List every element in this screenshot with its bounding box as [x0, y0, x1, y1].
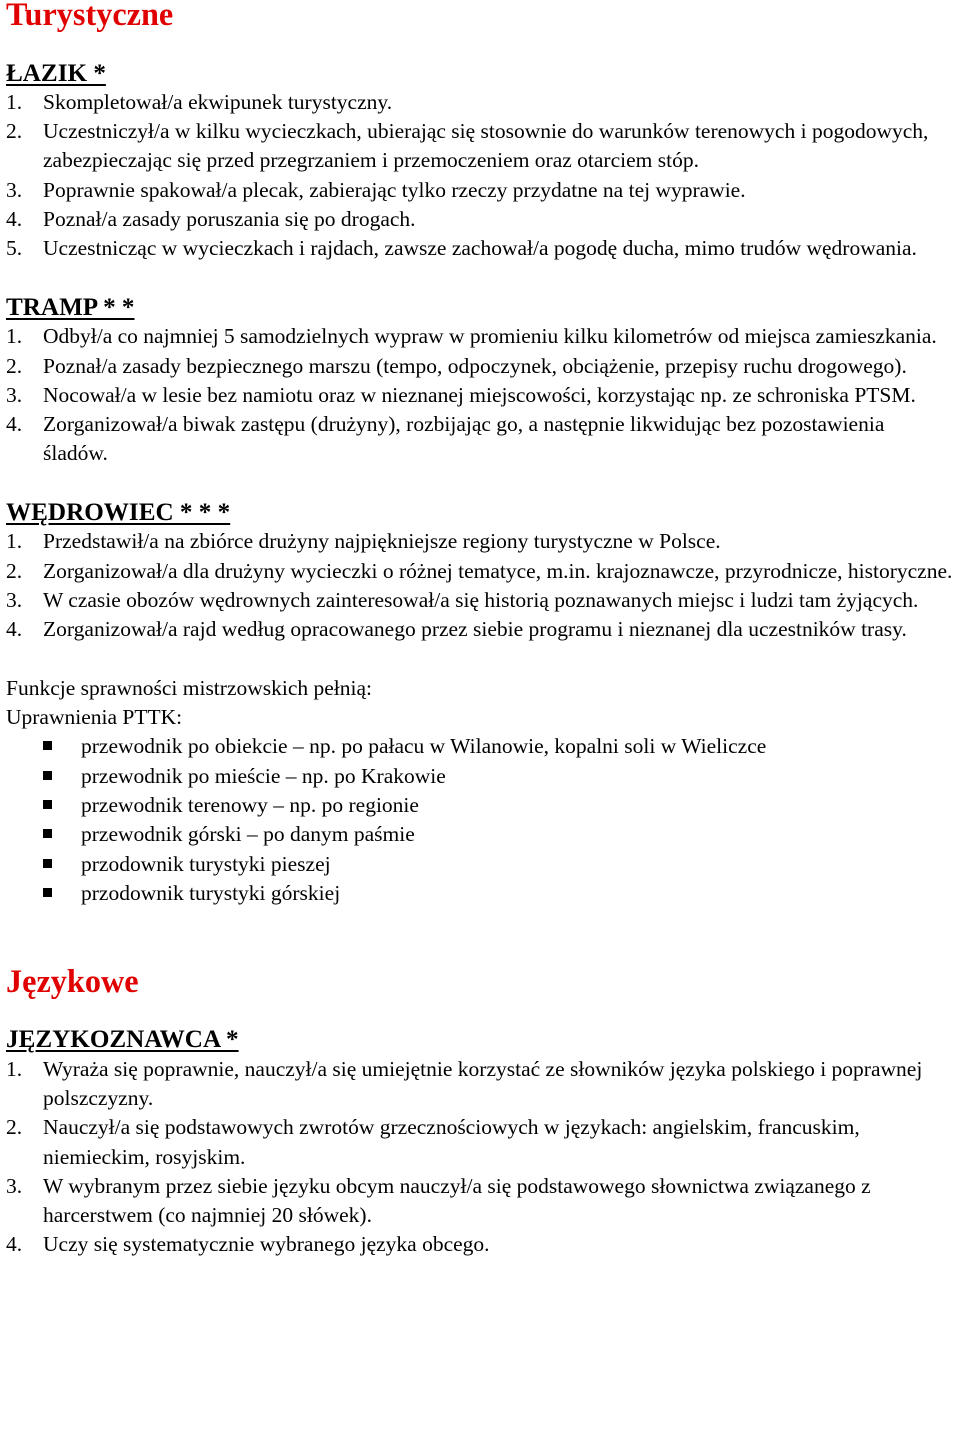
- list-item: 2. Poznał/a zasady bezpiecznego marszu (tempo, odpoczynek, obciążenie, przepisy ruchu drogowego).: [6, 353, 907, 378]
- category-heading-jezykowe: Językowe: [6, 962, 139, 999]
- list-item: przodownik turystyki górskiej: [6, 879, 954, 908]
- level-title-lazik: ŁAZIK *: [6, 59, 106, 87]
- spacer: [6, 645, 954, 674]
- list-item: przewodnik terenowy – np. po regionie: [6, 791, 954, 820]
- list-item: 3. W wybranym przez siebie języku obcym nauczył/a się podstawowego słownictwa związanego z harcerstwem (co najmniej 20 słówek).: [6, 1173, 871, 1228]
- level-title-tramp: TRAMP * *: [6, 293, 135, 321]
- spacer: [6, 29, 954, 58]
- list-item: przewodnik po mieście – np. po Krakowie: [6, 762, 954, 791]
- list-item: 5. Uczestnicząc w wycieczkach i rajdach, zawsze zachował/a pogodę ducha, mimo trudów wędrowania.: [6, 236, 917, 261]
- list-item: 3. Nocował/a w lesie bez namiotu oraz w nieznanej miejscowości, korzystając np. ze schroniska PTSM.: [6, 382, 916, 407]
- requirements-list-tramp: [6, 322, 954, 468]
- requirements-list-lazik: [6, 88, 954, 264]
- list-item: 1. Przedstawił/a na zbiórce drużyny najpiękniejsze regiony turystyczne w Polsce.: [6, 529, 721, 554]
- square-bullet-icon: [43, 829, 52, 838]
- list-item: 3. W czasie obozów wędrownych zainteresował/a się historią poznawanych miejsc i ludzi tam żyjących.: [6, 587, 919, 612]
- requirements-list-wedrowiec: [6, 527, 954, 644]
- level-title-wedrowiec: WĘDROWIEC * * *: [6, 499, 231, 527]
- list-item: przewodnik po obiekcie – np. po pałacu w Wilanowie, kopalni soli w Wieliczce: [6, 732, 954, 761]
- category-heading-turystyczne: Turystyczne: [6, 0, 174, 32]
- list-item: 4. Uczy się systematycznie wybranego języka obcego.: [6, 1232, 490, 1257]
- list-item: przodownik turystyki pieszej: [6, 850, 954, 879]
- list-item: 4. Zorganizował/a biwak zastępu (drużyny), rozbijając go, a następnie likwidując bez pozostawienia śladów.: [6, 412, 885, 466]
- list-item: 1. Odbył/a co najmniej 5 samodzielnych wypraw w promieniu kilku kilometrów od miejsca zamieszkania.: [6, 324, 937, 349]
- list-item: 2. Nauczył/a się podstawowych zwrotów grzecznościowych w językach: angielskim, francuskim, niemieckim, rosyjskim.: [6, 1115, 860, 1169]
- square-bullet-icon: [43, 771, 52, 780]
- spacer: [6, 264, 954, 293]
- square-bullet-icon: [43, 741, 52, 750]
- square-bullet-icon: [43, 859, 52, 868]
- list-item: 4. Poznał/a zasady poruszania się po drogach.: [6, 207, 416, 232]
- list-item: 3. Poprawnie spakował/a plecak, zabierając tylko rzeczy przydatne na tej wyprawie.: [6, 177, 746, 202]
- square-bullet-icon: [43, 888, 52, 897]
- level-title-jezykoznawca: JĘZYKOZNAWCA *: [6, 1026, 239, 1054]
- spacer: [6, 469, 954, 498]
- master-functions-text: Funkcje sprawności mistrzowskich pełnią:: [6, 675, 373, 700]
- list-item: 2. Zorganizował/a dla drużyny wycieczki o różnej tematyce, m.in. krajoznawcze, przyrodnicze, historyczne.: [6, 558, 953, 583]
- list-item: przewodnik górski – po danym paśmie: [6, 820, 954, 849]
- spacer: [6, 996, 954, 1025]
- list-item: 2. Uczestniczył/a w kilku wycieczkach, ubierając się stosownie do warunków terenowych i pogodowych, zabezpieczając się przed przegrzaniem i przemoczeniem oraz otarciem stóp.: [6, 119, 929, 173]
- requirements-list-jezykoznawca: [6, 1055, 954, 1260]
- pttk-permissions-text: Uprawnienia PTTK:: [6, 705, 183, 730]
- list-item: 1. Skompletował/a ekwipunek turystyczny.: [6, 89, 393, 114]
- square-bullet-icon: [43, 800, 52, 809]
- list-item: 1. Wyraża się poprawnie, nauczył/a się umiejętnie korzystać ze słowników języka polskiego i poprawnej polszczyzny.: [6, 1056, 923, 1110]
- spacer: [6, 908, 954, 967]
- pttk-permissions-list: [6, 732, 954, 908]
- list-item: 4. Zorganizował/a rajd według opracowanego przez siebie programu i nieznanej dla uczestników trasy.: [6, 617, 907, 642]
